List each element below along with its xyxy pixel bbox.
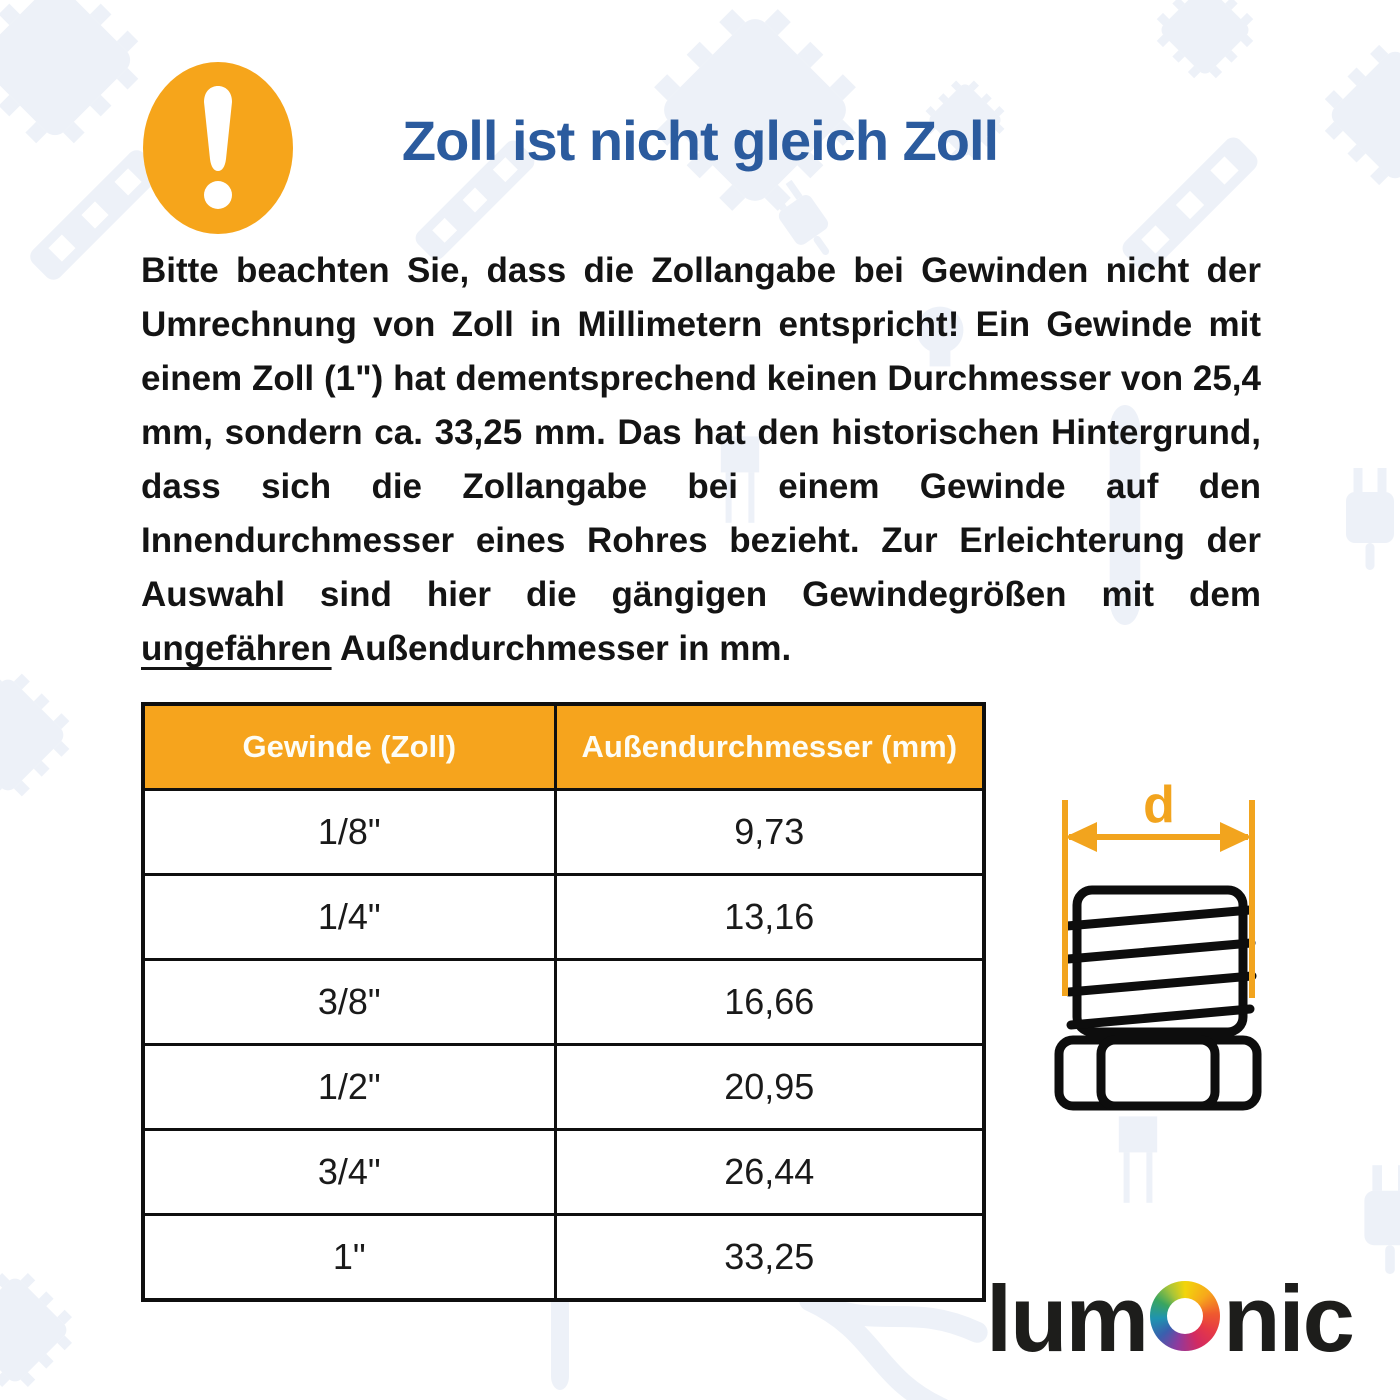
cell-zoll: 1/4" bbox=[143, 875, 555, 960]
threaded-fitting-diagram bbox=[1053, 778, 1265, 1113]
cell-mm: 13,16 bbox=[555, 875, 984, 960]
thread-size-table bbox=[141, 702, 986, 1302]
table-row bbox=[143, 875, 984, 960]
column-header-aussendurchmesser: Außendurchmesser (mm) bbox=[555, 704, 984, 790]
brand-logo bbox=[986, 1266, 1353, 1371]
cell-zoll: 1" bbox=[143, 1215, 555, 1301]
intro-text-part2: Außendurchmesser in mm. bbox=[331, 629, 792, 668]
intro-text-part1: Bitte beachten Sie, dass die Zollangabe bei Gewinden nicht der Umrechnung von Zoll in Millimetern entspricht! Ein Gewinde mit einem Zoll (1") hat dementsprechend keinen Durchmesser von 25,4 mm, sondern ca. 33,25 mm. Das hat den historischen Hintergrund, dass sich die Zollangabe bei einem Gewinde auf den Innendurchmesser eines Rohres bezieht. Zur Erleichterung der Auswahl sind hier die gängigen Gewindegrößen mit dem bbox=[141, 251, 1261, 614]
intro-underlined-word: ungefähren bbox=[141, 629, 332, 668]
cell-mm: 26,44 bbox=[555, 1130, 984, 1215]
column-header-gewinde: Gewinde (Zoll) bbox=[143, 704, 555, 790]
table-row bbox=[143, 1045, 984, 1130]
cell-mm: 9,73 bbox=[555, 790, 984, 875]
intro-paragraph bbox=[141, 244, 1261, 676]
rainbow-ring-icon bbox=[1150, 1281, 1220, 1351]
cell-zoll: 1/2" bbox=[143, 1045, 555, 1130]
page-title: Zoll ist nicht gleich Zoll bbox=[401, 109, 999, 172]
table-row bbox=[143, 790, 984, 875]
cell-mm: 33,25 bbox=[555, 1215, 984, 1301]
cell-zoll: 1/8" bbox=[143, 790, 555, 875]
table-header-row bbox=[143, 704, 984, 790]
cell-zoll: 3/4" bbox=[143, 1130, 555, 1215]
dimension-label: d bbox=[1143, 778, 1175, 834]
table-row bbox=[143, 1215, 984, 1301]
cell-zoll: 3/8" bbox=[143, 960, 555, 1045]
cell-mm: 16,66 bbox=[555, 960, 984, 1045]
exclamation-circle-icon bbox=[143, 62, 293, 234]
table-row bbox=[143, 1130, 984, 1215]
logo-text-after: nic bbox=[1223, 1266, 1353, 1371]
table-row bbox=[143, 960, 984, 1045]
logo-text-before: lum bbox=[986, 1266, 1148, 1371]
cell-mm: 20,95 bbox=[555, 1045, 984, 1130]
